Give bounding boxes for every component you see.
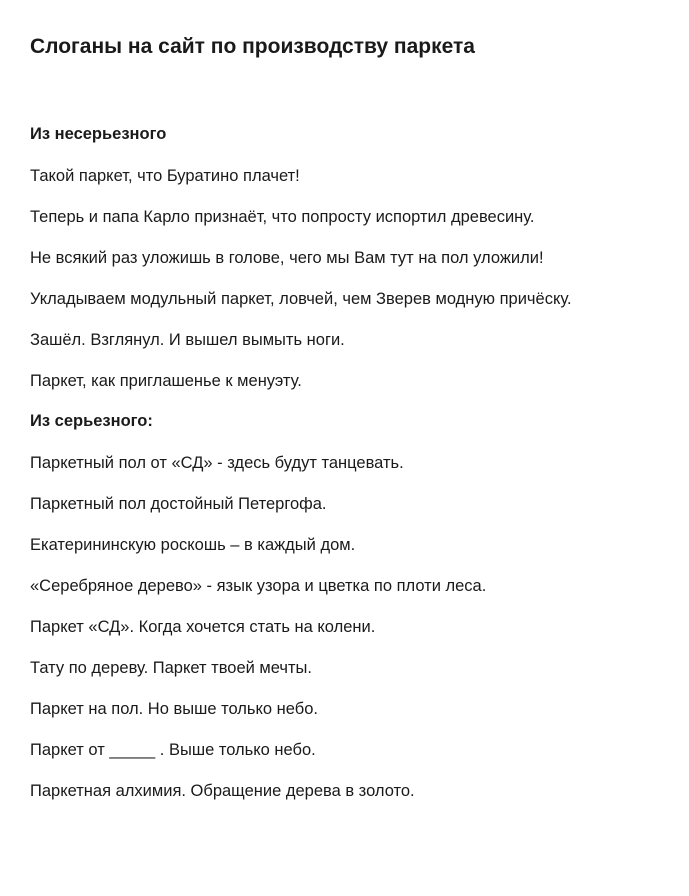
slogan-line: Теперь и папа Карло признаёт, что попросту испортил древесину. [30, 208, 535, 226]
section-heading-serious: Из серьезного: [30, 412, 153, 430]
slogan-line: Паркет от _____ . Выше только небо. [30, 741, 316, 759]
slogan-line: Укладываем модульный паркет, ловчей, чем Зверев модную причёску. [30, 290, 572, 308]
slogan-line: Паркетная алхимия. Обращение дерева в золото. [30, 782, 415, 800]
document-title: Слоганы на сайт по производству паркета [30, 35, 475, 58]
slogan-line: Паркетный пол от «СД» - здесь будут танцевать. [30, 454, 404, 472]
slogan-line: «Серебряное дерево» - язык узора и цветка по плоти леса. [30, 577, 487, 595]
slogan-line: Паркет, как приглашенье к менуэту. [30, 372, 302, 390]
slogan-line: Такой паркет, что Буратино плачет! [30, 167, 300, 185]
slogan-line: Зашёл. Взглянул. И вышел вымыть ноги. [30, 331, 345, 349]
slogan-line: Екатерининскую роскошь – в каждый дом. [30, 536, 356, 554]
section-heading-humorous: Из несерьезного [30, 125, 167, 143]
slogan-line: Не всякий раз уложишь в голове, чего мы Вам тут на пол уложили! [30, 249, 544, 267]
slogan-line: Паркет «СД». Когда хочется стать на колени. [30, 618, 376, 636]
slogan-line: Тату по дереву. Паркет твоей мечты. [30, 659, 312, 677]
slogan-line: Паркетный пол достойный Петергофа. [30, 495, 327, 513]
slogan-line: Паркет на пол. Но выше только небо. [30, 700, 318, 718]
